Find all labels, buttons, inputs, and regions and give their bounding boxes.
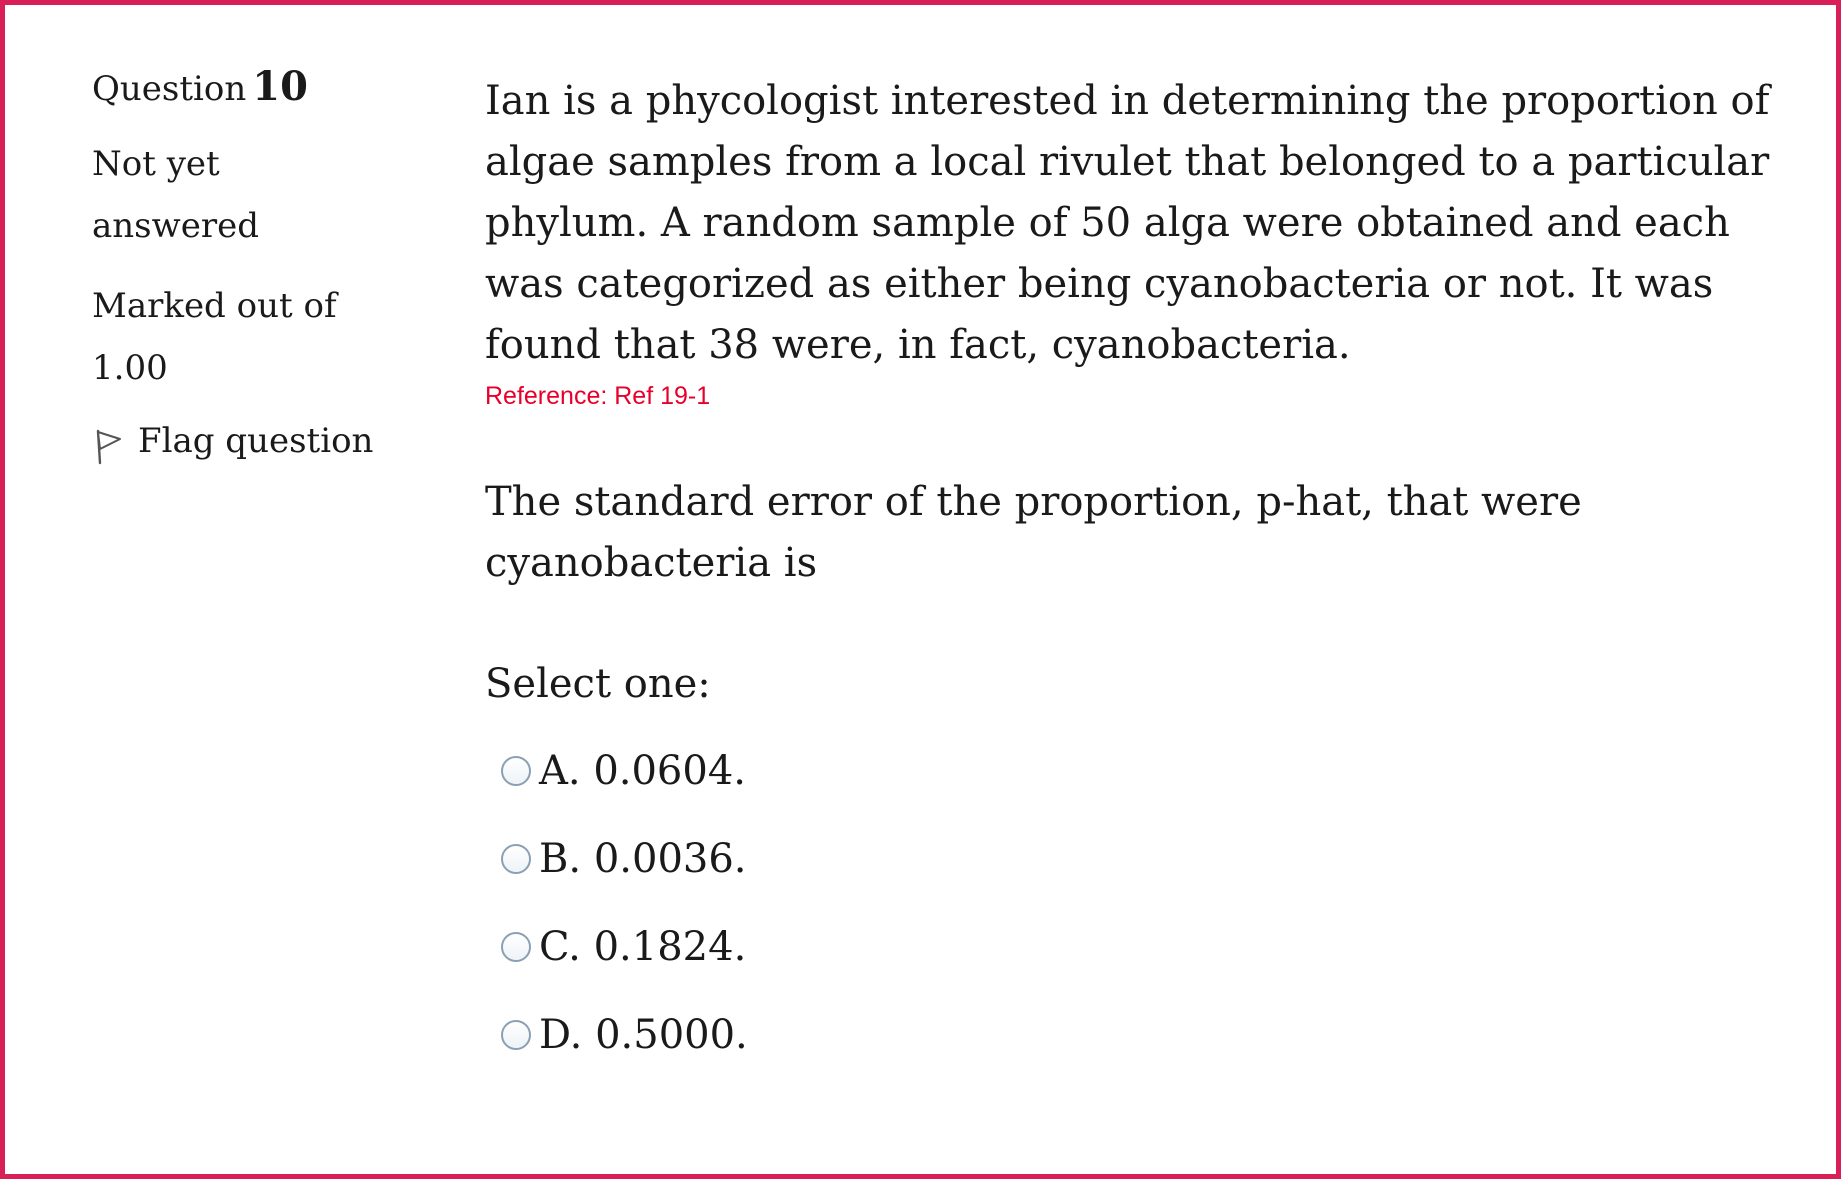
- answer-label-d: D. 0.5000.: [539, 1012, 748, 1058]
- radio-button-c[interactable]: [501, 932, 531, 962]
- answer-options: [501, 727, 1785, 1079]
- answer-option-b[interactable]: [501, 815, 1785, 903]
- state-line-1: Not yet: [92, 144, 220, 184]
- question-prompt: The standard error of the proportion, p-hat, that were cyanobacteria is: [485, 479, 1582, 586]
- radio-button-b[interactable]: [501, 844, 531, 874]
- reference-text: Reference: Ref 19-1: [485, 382, 711, 410]
- answer-option-c[interactable]: [501, 903, 1785, 991]
- answer-label-c: C. 0.1824.: [539, 924, 747, 970]
- grade-line-2: 1.00: [92, 348, 168, 388]
- question-label: Question: [92, 69, 247, 109]
- question-number-heading: [92, 63, 392, 113]
- answer-label-a: A. 0.0604.: [539, 748, 746, 794]
- flag-outline-icon: [92, 427, 126, 465]
- question-info: [92, 63, 392, 465]
- answer-label-b: B. 0.0036.: [539, 836, 747, 882]
- flag-question-label: Flag question: [138, 421, 374, 461]
- grade-line-1: Marked out of: [92, 286, 337, 326]
- radio-button-d[interactable]: [501, 1020, 531, 1050]
- question-number: 10: [252, 63, 308, 110]
- radio-button-a[interactable]: [501, 756, 531, 786]
- answer-option-d[interactable]: [501, 991, 1785, 1079]
- select-one-label: Select one:: [485, 661, 711, 707]
- question-grade: [92, 275, 392, 399]
- question-state: [92, 133, 392, 257]
- answer-option-a[interactable]: [501, 727, 1785, 815]
- question-content: [485, 71, 1785, 1079]
- state-line-2: answered: [92, 206, 259, 246]
- flag-question-link[interactable]: [92, 417, 392, 465]
- question-text: Ian is a phycologist interested in determining the proportion of algae samples from a local rivulet that belonged to a particular phylum. A random sample of 50 alga were obtained and each was categorized as either being cyanobacteria or not. It was found that 38 were, in fact, cyanobacteria.: [485, 78, 1770, 368]
